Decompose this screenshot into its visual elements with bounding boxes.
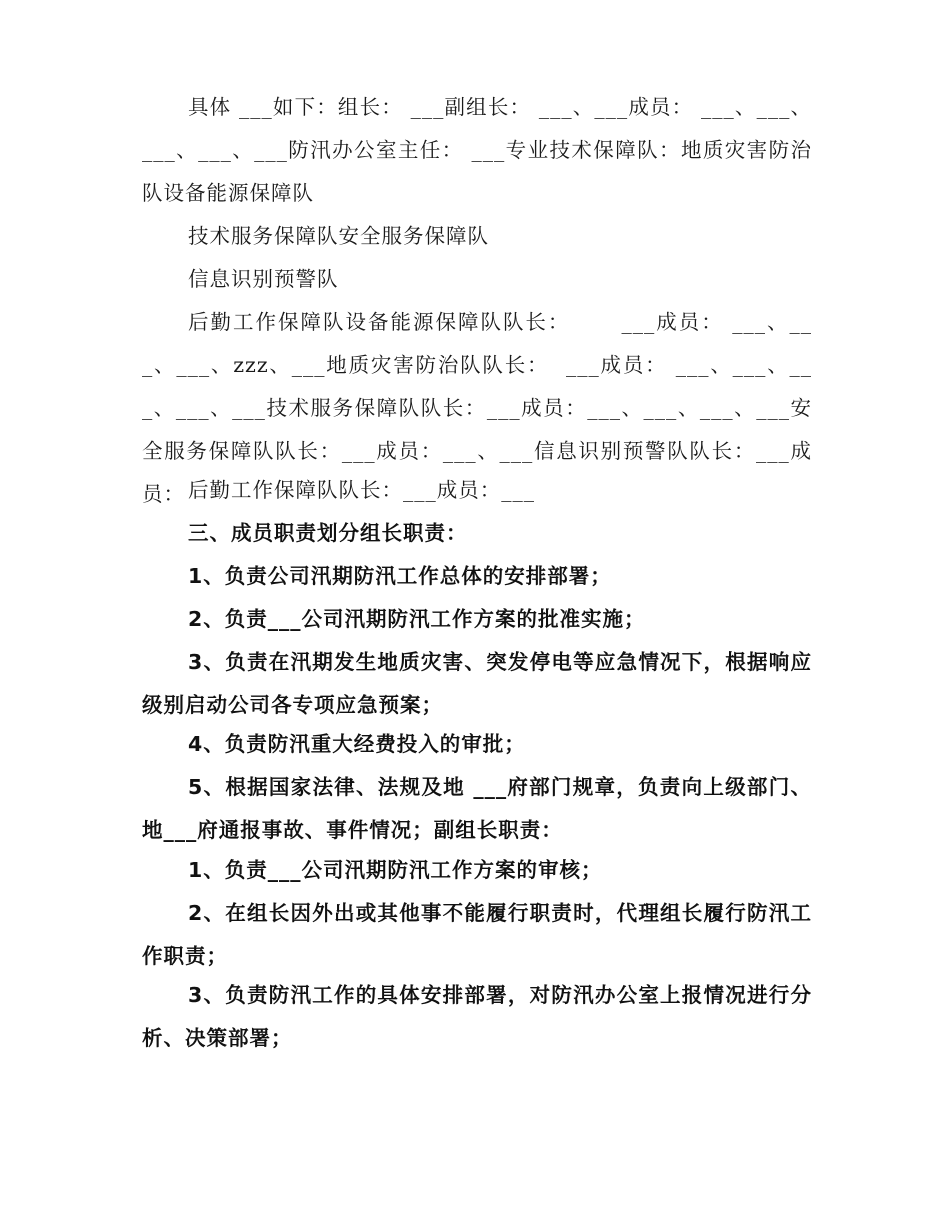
leader-duty-5: 5、根据国家法律、法规及地 ___府部门规章，负责向上级部门、地___府通报事故、事件情况；副组长职责： [142, 775, 812, 842]
paragraph-team-composition: 具体 ___如下：组长： ___副组长： ___、___成员： ___、___、___、___、___防汛办公室主任： ___专业技术保障队：地质灾害防治队设备能源保障队 [142, 95, 812, 205]
paragraph-logistics-leader: 后勤工作保障队队长：___成员：___ [188, 478, 535, 502]
leader-duty-2: 2、负责___公司汛期防汛工作方案的批准实施； [188, 607, 646, 631]
deputy-duty-1: 1、负责___公司汛期防汛工作方案的审核； [188, 858, 603, 882]
paragraph-team-leaders: 后勤工作保障队设备能源保障队队长： ___成员： ___、___、___、zzz、___地质灾害防治队队长： ___成员： ___、___、___、___、___技术服务保障队队长：___成员：___、___、___、___安全服务保障队队长：___成员：___、___信息识别预警队队长：___成员： [142, 310, 812, 506]
section-heading-responsibilities: 三、成员职责划分组长职责： [188, 521, 468, 545]
paragraph-warning-team: 信息识别预警队 [188, 267, 339, 291]
deputy-duty-2: 2、在组长因外出或其他事不能履行职责时，代理组长履行防汛工作职责； [142, 901, 812, 968]
deputy-duty-3: 3、负责防汛工作的具体安排部署，对防汛办公室上报情况进行分析、决策部署； [142, 983, 812, 1050]
leader-duty-4: 4、负责防汛重大经费投入的审批； [188, 732, 526, 756]
paragraph-tech-service-team: 技术服务保障队安全服务保障队 [188, 224, 489, 248]
leader-duty-1: 1、负责公司汛期防汛工作总体的安排部署； [188, 564, 612, 588]
leader-duty-3: 3、负责在汛期发生地质灾害、突发停电等应急情况下，根据响应级别启动公司各专项应急预案； [142, 650, 812, 717]
